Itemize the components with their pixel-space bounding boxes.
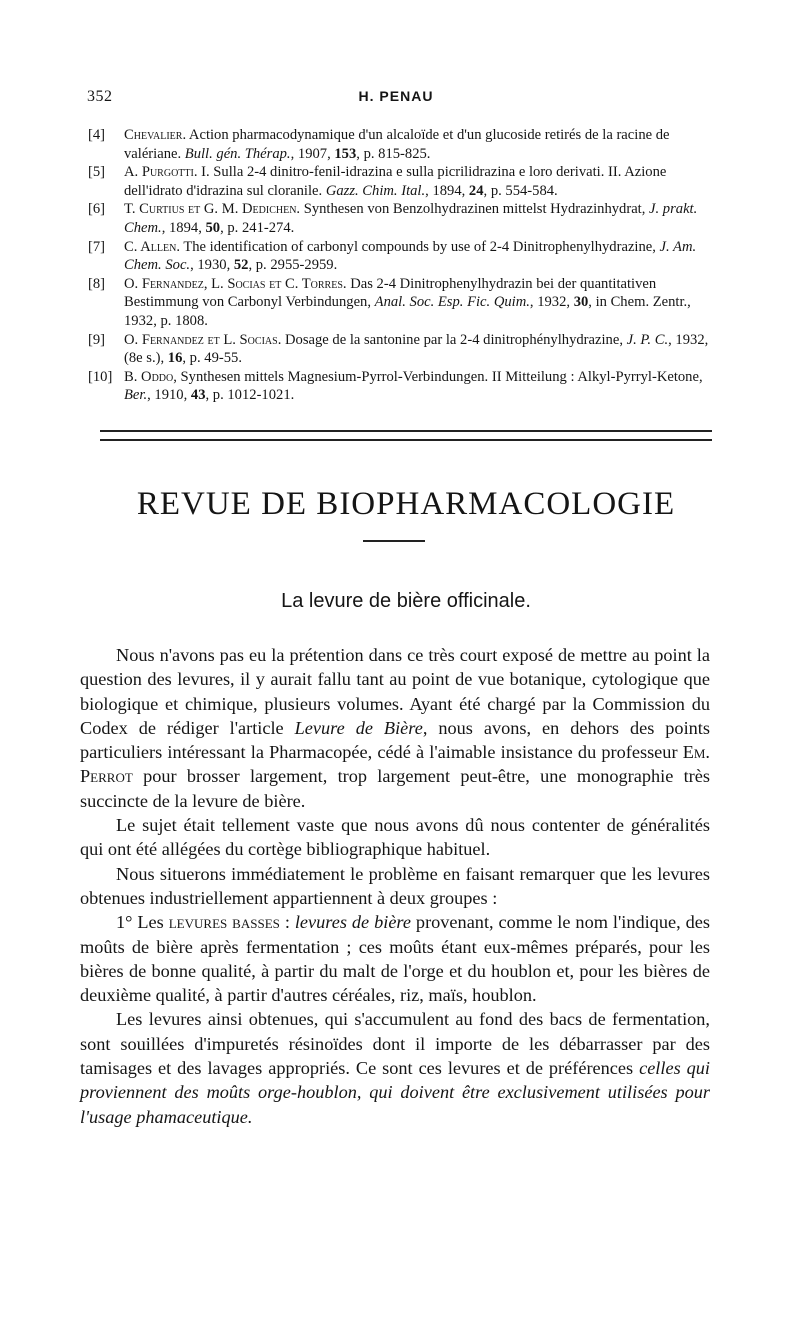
reference-number: [6] bbox=[88, 201, 106, 218]
reference-author: O. Fernandez, L. Socias et C. Torres bbox=[124, 275, 343, 292]
reference-author: Chevalier bbox=[124, 127, 183, 143]
reference-pages: , p. 241-274. bbox=[220, 219, 295, 236]
reference-item bbox=[88, 331, 712, 368]
reference-year: , 1894, bbox=[425, 182, 469, 199]
reference-author: A. Purgotti bbox=[124, 164, 194, 181]
paragraph: Le sujet était tellement vaste que nous avons dû nous contenter de généralités qui ont été allégées du cortège bibliographique habituel. bbox=[80, 815, 710, 860]
reference-year: , 1910, bbox=[147, 387, 191, 404]
reference-year: , 1894, bbox=[161, 219, 206, 236]
reference-pages: , p. 1012-1021. bbox=[205, 387, 295, 404]
page-number: 352 bbox=[87, 88, 113, 105]
reference-journal: Ber. bbox=[124, 387, 148, 404]
article-title: La levure de bière officinale. bbox=[281, 590, 531, 612]
reference-text: , Synthesen mittels Magnesium-Pyrrol-Verbindungen. II Mitteilung : Alkyl-Pyrryl-Ketone, bbox=[173, 368, 703, 385]
paragraph bbox=[80, 1007, 710, 1128]
reference-year: , 1930, bbox=[190, 257, 234, 274]
reference-pages: , p. 2955-2959. bbox=[248, 257, 338, 274]
reference-author: C. Allen bbox=[124, 238, 177, 255]
paragraph-text: Nous n'avons pas eu la prétention dans ce très court exposé de mettre au point la question des levures, il y aurait fallu tant au point de vue botanique, cytologique que biologique et chimique, plusieurs volumes. Ayant été chargé par la Commission du Codex de rédiger l'article bbox=[80, 645, 710, 738]
running-head: H. PENAU bbox=[358, 88, 434, 104]
paragraph: Nous situerons immédiatement le problème en faisant remarquer que les levures obtenues industriellement appartiennent à deux groupes : bbox=[80, 863, 710, 908]
reference-journal: Bull. gén. Thérap. bbox=[184, 145, 291, 162]
reference-volume: 153 bbox=[334, 145, 357, 162]
reference-item bbox=[88, 275, 712, 331]
reference-volume: 50 bbox=[205, 219, 221, 236]
reference-item bbox=[88, 368, 712, 405]
paragraph-text: , nous avons, en dehors des points particuliers intéressant la Pharmacopée, cédé à l'aimable insistance du professeur bbox=[80, 717, 710, 763]
paragraph-italic: celles qui proviennent des moûts orge-houblon, qui doivent être exclusivement utilisées pour l'usage phamaceutique. bbox=[80, 1058, 710, 1127]
reference-volume: 16 bbox=[167, 350, 183, 367]
reference-volume: 43 bbox=[190, 387, 206, 404]
title-rule bbox=[363, 540, 425, 542]
reference-item bbox=[88, 126, 712, 163]
page-header bbox=[80, 88, 712, 112]
reference-text: . Das 2-4 Dinitrophenylhydrazin bei der quantitativen Bestimmung von Carbonyl Verbindungen, bbox=[124, 275, 657, 311]
reference-text: . I. Sulla 2-4 dinitro-fenil-idrazina e sulla picrilidrazina e loro derivati. II. Azione dell'idrato d'idrazina sul cloranile. bbox=[124, 164, 667, 199]
reference-journal: J. prakt. Chem. bbox=[124, 201, 698, 236]
reference-journal: J. P. C. bbox=[626, 331, 669, 348]
reference-number: [5] bbox=[88, 164, 106, 181]
article-body bbox=[80, 643, 710, 1129]
reference-volume: 52 bbox=[233, 257, 249, 274]
reference-number: [9] bbox=[88, 331, 106, 348]
reference-volume: 24 bbox=[468, 182, 484, 199]
paragraph-text: provenant, comme le nom l'indique, des moûts de bière après fermentation ; ces moûts étant eux-mêmes préparés, pour les bières de bonne qualité, à partir du malt de l'orge et du houblon et, pour les bières de deuxième qualité, à partir d'autres céréales, riz, maïs, houblon. bbox=[80, 912, 710, 1006]
paragraph-text: 1° Les bbox=[116, 912, 169, 933]
paragraph-text: Les levures ainsi obtenues, qui s'accumulent au fond des bacs de fermentation, sont souillées d'impuretés résinoïdes dont il importe de les débarrasser par des tamisages et des lavages appropriés. Ce sont ces levures et de préférences bbox=[80, 1009, 710, 1079]
reference-list bbox=[88, 126, 712, 405]
paragraph bbox=[80, 910, 710, 1007]
reference-text: . Action pharmacodynamique d'un alcaloïde et d'un glucoside retirés de la racine de valériane. bbox=[124, 127, 670, 162]
reference-year: , 1932, (8e s.), bbox=[124, 331, 709, 367]
reference-number: [10] bbox=[88, 368, 113, 385]
reference-journal: Anal. Soc. Esp. Fic. Quim. bbox=[374, 294, 530, 311]
section-divider bbox=[100, 430, 712, 441]
reference-text: . Dosage de la santonine par la 2-4 dinitrophénylhydrazine, bbox=[277, 331, 627, 348]
reference-pages: , in Chem. Zentr., 1932, p. 1808. bbox=[124, 294, 691, 329]
reference-pages: , p. 49-55. bbox=[182, 350, 242, 367]
reference-number: [4] bbox=[88, 127, 106, 143]
reference-pages: , p. 815-825. bbox=[356, 145, 431, 162]
reference-author: B. Oddo bbox=[124, 368, 174, 385]
paragraph-italic: levures de bière bbox=[294, 912, 411, 933]
section-title: REVUE DE BIOPHARMACOLOGIE bbox=[136, 486, 676, 522]
reference-author: T. Curtius et G. M. Dedichen bbox=[124, 201, 297, 218]
reference-pages: , p. 554-584. bbox=[483, 182, 558, 199]
reference-item bbox=[88, 238, 712, 275]
reference-item bbox=[88, 163, 712, 200]
paragraph-italic: Levure de Bière bbox=[294, 717, 423, 738]
reference-author: O. Fernandez et L. Socias bbox=[124, 331, 278, 348]
paragraph-smallcaps: Em. Perrot bbox=[80, 742, 710, 787]
reference-year: , 1932, bbox=[529, 294, 574, 311]
reference-journal: J. Am. Chem. Soc. bbox=[124, 238, 697, 274]
reference-journal: Gazz. Chim. Ital. bbox=[325, 182, 426, 199]
reference-text: . Synthesen von Benzolhydrazinen mittelst Hydrazinhydrat, bbox=[296, 201, 650, 218]
reference-number: [7] bbox=[88, 238, 106, 255]
paragraph-text: : bbox=[279, 912, 295, 933]
paragraph-text: pour brosser largement, trop largement peut-être, une monographie très succincte de la levure de bière. bbox=[80, 766, 710, 811]
reference-year: , 1907, bbox=[290, 145, 335, 162]
paragraph bbox=[80, 643, 710, 813]
reference-number: [8] bbox=[88, 275, 106, 292]
reference-text: . The identification of carbonyl compounds by use of 2-4 Dinitrophenylhydrazine, bbox=[176, 238, 660, 255]
reference-volume: 30 bbox=[573, 294, 589, 311]
paragraph-smallcaps: levures basses bbox=[168, 912, 280, 933]
reference-item bbox=[88, 200, 712, 237]
